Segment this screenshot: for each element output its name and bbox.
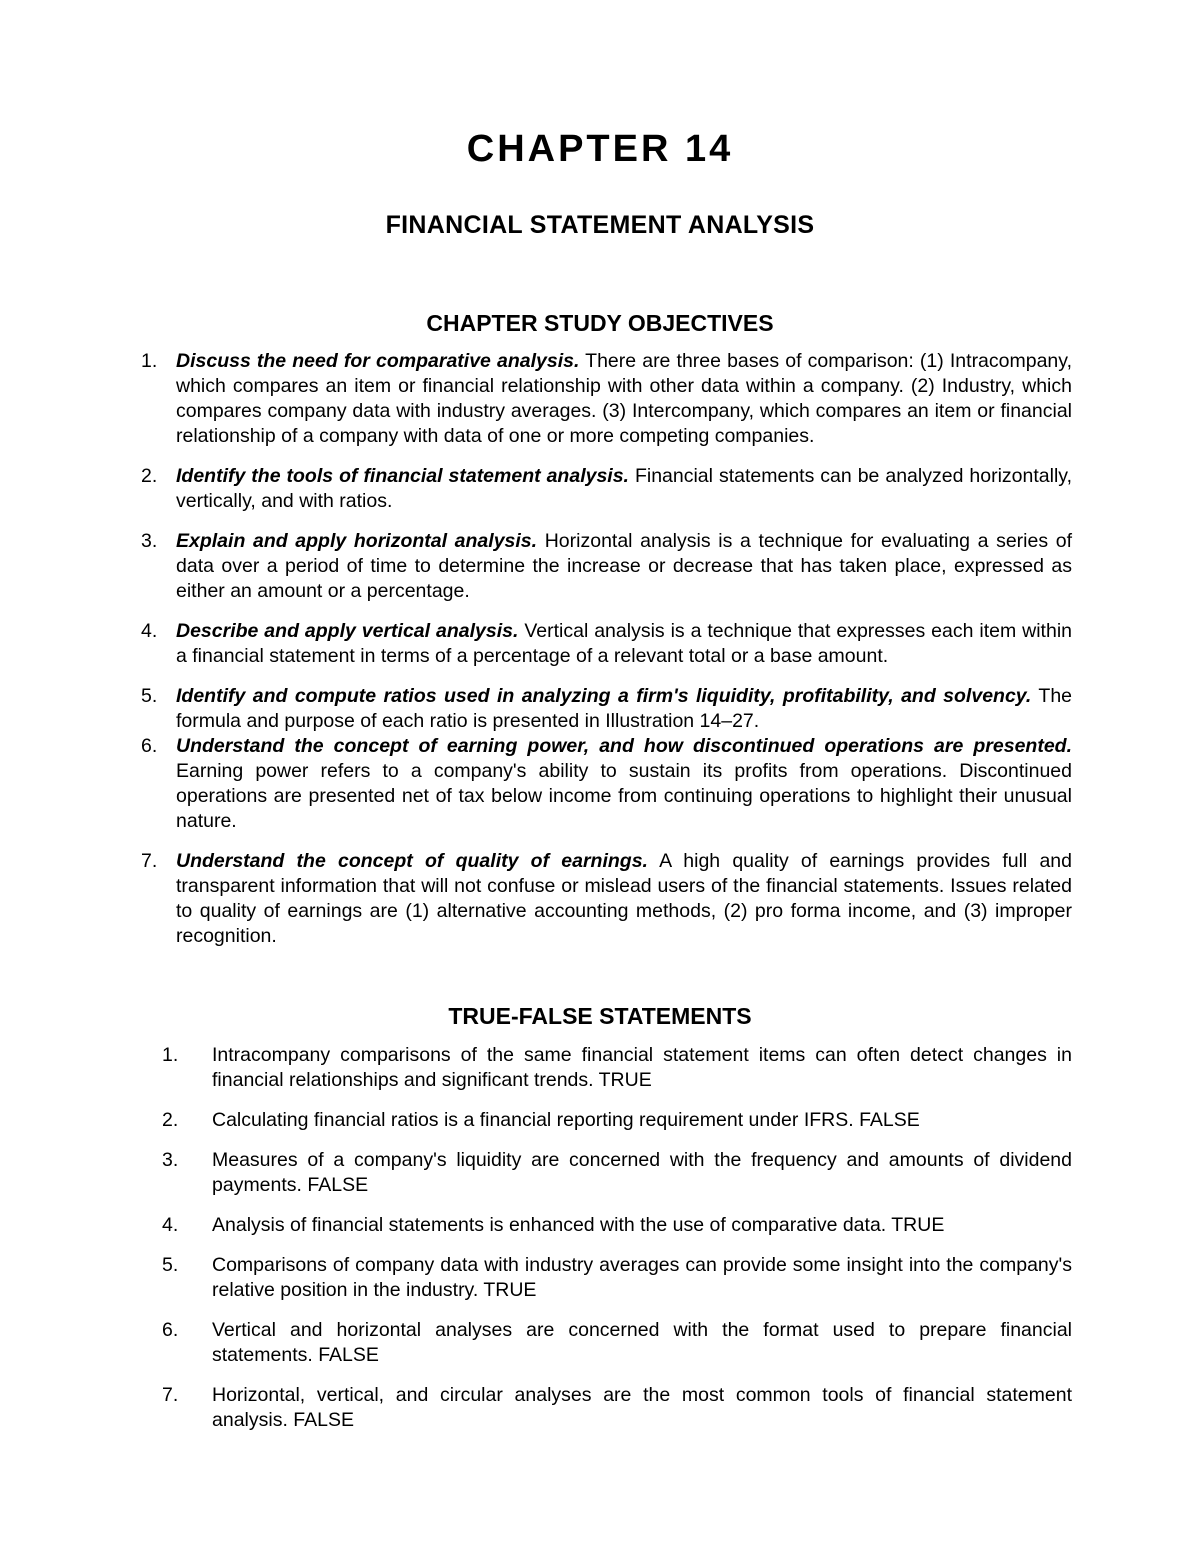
statement-text: Measures of a company's liquidity are concerned with the frequency and amounts of dividend payments. FALSE <box>212 1149 1072 1196</box>
objective-number: 2. <box>141 465 158 487</box>
objective-item <box>0 619 1072 669</box>
objective-number: 1. <box>141 350 158 372</box>
objective-lead: Understand the concept of earning power, and how discontinued operations are presented. <box>176 735 1072 757</box>
statement-text: Vertical and horizontal analyses are concerned with the format used to prepare financial statements. FALSE <box>212 1319 1072 1366</box>
statement-text: Horizontal, vertical, and circular analyses are the most common tools of financial statement analysis. FALSE <box>212 1384 1072 1431</box>
objective-item <box>0 464 1072 514</box>
statement-number: 4. <box>162 1214 179 1236</box>
statement-text: Comparisons of company data with industry averages can provide some insight into the company's relative position in the industry. TRUE <box>212 1254 1072 1301</box>
true-false-item <box>0 1318 1072 1368</box>
statement-number: 3. <box>162 1149 179 1171</box>
objective-number: 4. <box>141 620 158 642</box>
statement-number: 6. <box>162 1319 179 1341</box>
statement-number: 2. <box>162 1109 179 1131</box>
objective-number: 6. <box>141 735 158 757</box>
statement-number: 1. <box>162 1044 179 1066</box>
objective-item <box>0 849 1072 949</box>
objective-text: Earning power refers to a company's ability to sustain its profits from operations. Discontinued operations are presented net of tax below income from continuing operations to highlight their unusual nature. <box>176 760 1072 832</box>
statement-text: Calculating financial ratios is a financial reporting requirement under IFRS. FALSE <box>212 1109 920 1131</box>
chapter-title: CHAPTER 14 <box>466 128 734 170</box>
statement-number: 5. <box>162 1254 179 1276</box>
statement-text: Analysis of financial statements is enhanced with the use of comparative data. TRUE <box>212 1214 945 1236</box>
true-false-list <box>0 1043 1200 1448</box>
objective-item <box>0 734 1072 834</box>
objective-lead: Discuss the need for comparative analysis. <box>176 350 580 372</box>
objectives-heading: CHAPTER STUDY OBJECTIVES <box>426 310 774 336</box>
objective-text: Horizontal analysis is a technique for evaluating a series of data over a period of time to determine the increase or decrease that has taken place, expressed as either an amount or a percentage. <box>176 530 1073 602</box>
statement-number: 7. <box>162 1384 179 1406</box>
true-false-item <box>0 1383 1072 1433</box>
objective-lead: Identify and compute ratios used in analyzing a firm's liquidity, profitability, and solvency. <box>176 685 1032 707</box>
objective-item <box>0 684 1072 734</box>
objective-number: 7. <box>141 850 158 872</box>
objective-text: Vertical analysis is a technique that expresses each item within a financial statement in terms of a percentage of a relevant total or a base amount. <box>176 620 1072 667</box>
objective-item <box>0 529 1072 604</box>
objective-lead: Explain and apply horizontal analysis. <box>176 530 538 552</box>
objective-number: 5. <box>141 685 158 707</box>
true-false-item <box>0 1148 1072 1198</box>
objectives-list <box>0 349 1200 949</box>
true-false-item <box>0 1253 1072 1303</box>
true-false-item <box>0 1108 1072 1133</box>
chapter-subtitle: FINANCIAL STATEMENT ANALYSIS <box>385 211 815 239</box>
objective-lead: Identify the tools of financial statement analysis. <box>176 465 629 487</box>
objective-number: 3. <box>141 530 158 552</box>
objective-text: Financial statements can be analyzed horizontally, vertically, and with ratios. <box>176 465 1072 512</box>
objective-text: The formula and purpose of each ratio is presented in Illustration 14–27. <box>176 685 1073 732</box>
objective-text: There are three bases of comparison: (1) Intracompany, which compares an item or financial relationship with other data within a company. (2) Industry, which compares company data with industry averages. (3) Intercompany, which compares an item or financial relationship of a company with data of one or more competing companies. <box>176 350 1072 447</box>
true-false-heading: TRUE-FALSE STATEMENTS <box>448 1003 752 1029</box>
true-false-item <box>0 1213 1072 1238</box>
objective-item <box>0 349 1072 449</box>
statement-text: Intracompany comparisons of the same financial statement items can often detect changes in financial relationships and significant trends. TRUE <box>212 1044 1072 1091</box>
objective-text: A high quality of earnings provides full and transparent information that will not confuse or mislead users of the financial statements. Issues related to quality of earnings are (1) alternative accounting methods, (2) pro forma income, and (3) improper recognition. <box>176 850 1072 947</box>
true-false-item <box>0 1043 1072 1093</box>
objective-lead: Describe and apply vertical analysis. <box>176 620 519 642</box>
objective-lead: Understand the concept of quality of earnings. <box>176 850 648 872</box>
